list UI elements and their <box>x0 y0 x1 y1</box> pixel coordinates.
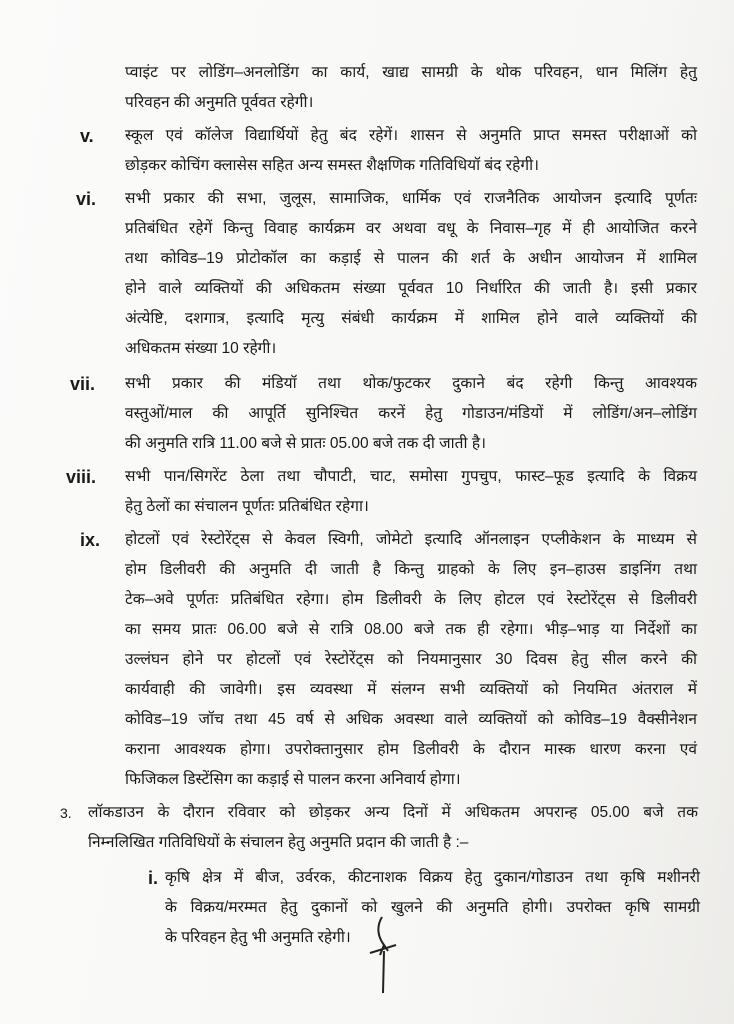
text-line: के विक्रय/मरम्मत हेतु दुकानों को खुलने की अनुमति होगी। उपरोक्त कृषि सामग्री <box>165 899 700 916</box>
text-line: निम्नलिखित गतिविधियों के संचालन हेतु अनुमति प्रदान की जाती है :– <box>88 834 469 851</box>
text-line: होने वाले व्यक्तियों की अधिकतम संख्या पूर्ववत 10 निर्धारित की जाती है। इसी प्रकार <box>125 280 697 297</box>
text-line: फिजिकल डिस्टेंसिग का कड़ाई से पालन करना अनिवार्य होगा। <box>125 771 461 788</box>
text-line: हेतु ठेलों का संचालन पूर्णतः प्रतिबंधित रहेगा। <box>125 498 369 515</box>
text-line: की अनुमति रात्रि 11.00 बजे से प्रातः 05.00 बजे तक दी जाती है। <box>125 435 486 452</box>
text-line: उल्लंघन होने पर होटलों एवं रेस्टोरेंट्स को नियमानुसार 30 दिवस हेतु सील करने की <box>125 651 697 668</box>
text-line: कार्यवाही की जावेगी। इस व्यवस्था में संलग्न सभी व्यक्तियों को नियमित अंतराल में <box>125 681 697 698</box>
text-line: प्रतिबंधित रहेगें किन्तु विवाह कार्यक्रम वर अथवा वधू के निवास–गृह में ही आयोजित करने <box>125 220 697 237</box>
item-number: 3. <box>60 805 72 821</box>
text-line: सभी प्रकार की मंडियॉ तथा थोक/फुटकर दुकाने बंद रहेगी किन्तु आवश्यक <box>125 375 697 392</box>
text-line: स्कूल एवं कॉलेज विद्यार्थियों हेतु बंद रहेगें। शासन से अनुमति प्राप्त समस्त परीक्षाओं को <box>125 127 697 144</box>
text-line: होटलों एवं रेस्टोरेंट्स से केवल स्विगी, जोमेटो इत्यादि ऑनलाइन एप्लीकेशन के माध्यम से <box>125 531 697 548</box>
text-line: होम डिलीवरी की अनुमति दी जाती है किन्तु ग्राहको के लिए इन–हाउस डाइनिंग तथा <box>125 561 697 578</box>
item-number: vii. <box>70 374 96 394</box>
signature-mark <box>362 915 402 995</box>
text-line: परिवहन की अनुमति पूर्ववत रहेगी। <box>125 94 314 111</box>
text-line: सभी पान/सिगरेंट ठेला तथा चौपाटी, चाट, समोसा गुपचुप, फास्ट–फूड इत्यादि के विक्रय <box>125 468 697 485</box>
item-number: v. <box>80 126 94 146</box>
text-line: कृषि क्षेत्र में बीज, उर्वरक, कीटनाशक विक्रय हेतु दुकान/गोडाउन तथा कृषि मशीनरी <box>165 869 700 886</box>
text-line: कराना आवश्यक होगा। उपरोक्तानुसार होम डिलीवरी के दौरान मास्क धारण करना एवं <box>125 741 697 758</box>
item-number: ix. <box>80 530 101 550</box>
text-line: तथा कोविड–19 प्रोटोकॉल का कड़ाई से पालन की शर्त के अधीन आयोजन में शामिल <box>125 250 697 267</box>
item-number: vi. <box>76 189 97 209</box>
item-number: i. <box>148 868 159 888</box>
item-number: viii. <box>66 467 97 487</box>
text-line: वस्तुओं/माल की आपूर्ति सुनिश्चित करनें हेतु गोडाउन/मंडियों में लोडिंग/अन–लोडिंग <box>125 405 697 422</box>
text-line: के परिवहन हेतु भी अनुमति रहेगी। <box>165 929 351 946</box>
text-line: छोड़कर कोचिंग क्लासेस सहित अन्य समस्त शैक्षणिक गतिविधियॉ बंद रहेगी। <box>125 157 539 174</box>
text-line: सभी प्रकार की सभा, जुलूस, सामाजिक, धार्मिक एवं राजनैतिक आयोजन इत्यादि पूर्णतः <box>125 190 697 207</box>
text-line: टेक–अवे पूर्णतः प्रतिबंधित रहेगा। होम डिलीवरी के लिए होटल एवं रेस्टोरेंट्स से डिलीवरी <box>125 591 697 608</box>
text-line: अंत्येष्टि, दशगात्र, इत्यादि मृत्यु संबंधी कार्यक्रम में शामिल होने वाले व्यक्तियों की <box>125 310 697 327</box>
text-line: लॉकडाउन के दौरान रविवार को छोड़कर अन्य दिनों में अधिकतम अपरान्ह 05.00 बजे तक <box>88 804 698 821</box>
text-line: कोविड–19 जॉच तथा 45 वर्ष से अधिक अवस्था वाले व्यक्तियों को कोविड–19 वैक्सीनेशन <box>125 711 697 728</box>
text-line: अधिकतम संख्या 10 रहेगी। <box>125 340 277 357</box>
text-line: प्वाइंट पर लोडिंग–अनलोडिंग का कार्य, खाद्य सामग्री के थोक परिवहन, धान मिलिंग हेतु <box>125 64 697 81</box>
text-line: का समय प्रातः 06.00 बजे से रात्रि 08.00 बजे तक ही रहेगा। भीड़–भाड़ या निर्देशों का <box>125 621 697 638</box>
